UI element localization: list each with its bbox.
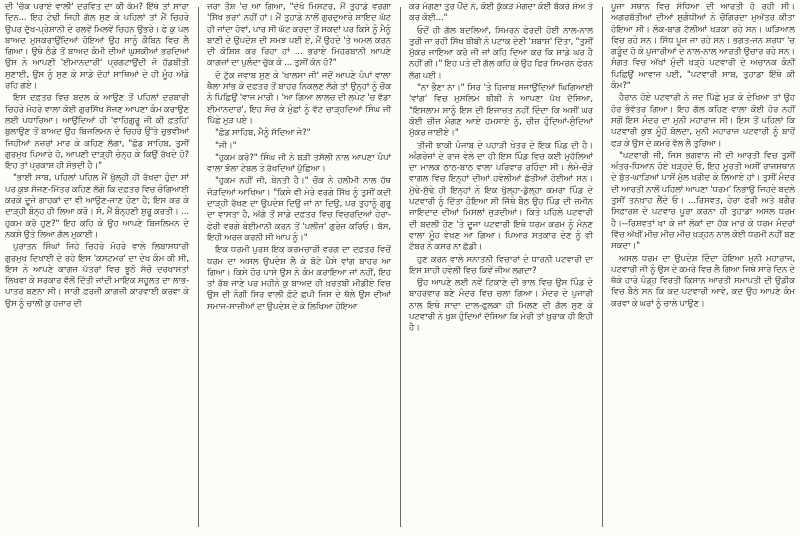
paragraph: ਇਸ ਦਫ਼ਤਰ ਵਿਚ ਬਦਲ ਕੇ ਆਉਣ ਤੋਂ ਪਹਿਲਾਂ ਦਰਬਾਰੀ ਚਿਹਰੇ ਮੋਹਰੇ ਵਾਲਾ ਕੋਈ ਗੁਰਸਿੱਖ ਸੱਜਣ ਆਪਣਾ ਕੰਮ ਕਰਾਉਣ ਲਈ ਪਧਾਰਿਆ। ਆਉਂਦਿਆਂ ਹੀ 'ਵਾਹਿਗੁਰੂ ਜੀ ਕੀ ਫ਼ਤਹਿ' ਬੁਲਾਉਣ ਤੋਂ ਬਾਅਦ ਉਹ ਬਿਜਲਿਮਨ ਦੇ ਚਿਹਰੇ ਉੱਤੇ ਚੁਭਵੀਆਂ ਜਿਹੀਆਂ ਨਜ਼ਰਾਂ ਮਾਰ ਕੇ ਕਹਿਣ ਲੱਗਾ, "ਛੋਡ ਸਾਹਿਬ, ਤੁਸੀਂ ਗੁਰਮੁਖ ਪਿਆਰੇ ਹੋ, ਆਪਣੀ ਦਾੜ੍ਹੀ ਚੇਨ੍ਹ ਕੇ ਕਿਉਂ ਰੱਖਦੇ ਹੋ? ਇਹ ਤਾਂ ਪ੍ਰਕਾਸ਼ ਹੀ ਸੋਭਦੀ ਹੈ।"	[5, 93, 189, 172]
column-divider	[400, 7, 401, 526]
paragraph: ਜ਼ਰਾ ਤੈਸ਼ 'ਚ ਆ ਗਿਆ, "ਦੇਖੋ ਮਿਸਟਰ, ਮੈਂ ਤੁਹਾਡੇ ਵਰਗਾ 'ਸਿੱਖ ਭਰਾ' ਨਹੀਂ ਹਾਂ। ਮੈਂ ਤੁਹਾਡੇ ਨਾਲੋਂ ਗੁਰਦੁਆਰੇ ਸ਼ਾਇਦ ਘੱਟ ਹੀ ਜਾਂਦਾ ਹੋਵਾਂ, ਪਾਰ ਸੀ ਘੱਟ ਕਰਦਾ ਤੋਂ ਸਕਦਾਂ ਪਰ ਕਿਸੇ ਨੂੰ ਮੈਨੂੰ ਬਾਣੀ ਦੇ ਉਪਦੇਸ਼ ਦੀ ਸਮਝ ਪਈ ਏ, ਮੈਂ ਉਹਦੇ 'ਤੇ ਅਮਲ ਕਰਨ ਦੀ ਕੋਸ਼ਿਸ਼ ਕਰ ਰਿਹਾ ਹਾਂ ... ਭਰਾਏ ਮਿਹਰਬਾਨੀ ਆਪਣੇ ਕਾਗਜ਼ਾਂ ਦਾ ਪੁਲੰਦਾ ਚੁੱਕ ਕੇ ... ਤੁਸੀਂ ਕੋਨ ਹੋ?"	[207, 2, 391, 69]
paragraph: ਓਦੋਂ ਹੀ ਗੱਲ ਬਦਲਿਆਂ, ਸਿਮਰਨ ਫੇਰਦੀ ਹੋਈ ਨਾਲ-ਨਾਲ ਤੁਰੀ ਜਾ ਰਹੀ ਸਿੱਖ ਬੀਬੀ ਨੇ ਪਟਾਕ ਦੇਣੀ 'ਸ਼ਬਾਸ਼' ਦਿੱਤਾ, "ਤੁਸੀਂ ਮੁੱਕਰ ਜਾਇਆ ਕਰੋ ਜੀ ਜਾਂ ਕਹਿ ਦਿਆ ਕਰ ਕਿ ਸਾਡੇ ਘਰ ਹੈ ਨਹੀਂ ਗੀ।" ਇਹ ਪਤੇ ਦੀ ਗੱਲ ਕਹਿ ਕੇ ਉਹ ਫਿਰ ਸਿਮਰਨ ਫੇਰਨ ਲੱਗ ਪਈ।	[409, 25, 593, 81]
paragraph: ਇਕ ਧਰਮੀ ਪੁਰਸ਼ ਇਕ ਕਰਮਚਾਰੀ ਵਰਗ ਦਾ ਦਫ਼ਤਰ ਵਿਚੋਂ ਧਰਮ ਦਾ ਅਸਲ ਉਪਦੇਸ਼ ਲੈ ਕੇ ਬੋਟੇ ਪੈਸੇ ਵਾਂਗ ਬਾਹਰ ਆ ਗਿਆ। ਕਿਸੇ ਹੋਰ ਪਾਸੇ ਉਸ ਨੇ ਕੰਮ ਕਰਾਇਆ ਜਾਂ ਨਹੀਂ, ਇਹ ਤਾਂ ਰੱਬ ਜਾਣੇ ਪਰ ਮਹੀਨੇ ਕੁ ਬਾਅਦ ਹੀ ਖ਼ਰਤਬੀ ਮੀਡੀਏ ਵਿਚ ਉਸ ਦੀ ਨੰਗੀ ਸਿਰ ਵਾਲੀ ਫ਼ੋਟੋ ਛਪੀ ਜਿਸ ਦੇ ਥੱਲੇ ਉਸ ਦੀਆਂ ਸਮਾਜ-ਸਾਜ਼ੀਆਂ ਦਾ ਉਪਦੇਸ਼ ਦੇ ਕੇ ਲਿਖਿਆ ਹੋਇਆ	[207, 245, 391, 312]
article-columns	[3, 2, 797, 532]
paragraph: ਉਹ ਆਪਣੇ ਲਈ ਨਵੇਂ ਟਿਕਾਣੇ ਦੀ ਭਾਲ ਵਿਚ ਉਸ ਪਿੰਡ ਦੇ ਬਾਹਰਵਾਰ ਬਣੇ ਮੰਦਰ ਵਿਚ ਚਲਾ ਗਿਆ। ਮੰਦਰ ਦੇ ਪੁਜਾਰੀ ਨਾਲ ਇਥੇ ਸਾਦਾ ਦਾਲ-ਫੁਲਕਾ ਹੀ ਮਿਲਣ ਦੀ ਗੱਲ ਸੁਣ ਕੇ ਪਟਵਾਰੀ ਨੇ ਖੁਸ਼ ਹੁੰਦਿਆਂ ਦੱਸਿਆ ਕਿ ਮੇਰੀ ਤਾਂ ਖ਼ੁਰਾਕ ਹੀ ਇਹੀ ਹੈ।	[409, 278, 593, 334]
paragraph: "ਛੋਡ ਸਾਹਿਬ, ਮੈਨੂੰ ਸੱਦਿਆ ਜੇ?"	[215, 128, 311, 139]
article-column-1	[3, 2, 191, 532]
paragraph: ਕਰ ਮੰਗਣਾ ਤੁਰ ਪੌਂਦੇ ਨੇ, ਕੋਈ ਕੁੱਕੜ ਮੰਗਦਾ ਕੋਈ ਬੱਕਰੇ ਸ਼ੇਅ ਤੇ ਕਰ ਕੋਈ..."	[409, 2, 593, 24]
paragraph: "ਹੁਕਮ ਕਰੋ?" ਸਿੰਘ ਜੀ ਨੇ ਬੜੀ ਤਸੱਲੀ ਨਾਲ ਆਪਣਾ ਪੰਪਾਂ ਵਾਲਾ ਝੋਲਾ ਟੇਬਲ ਤੇ ਰੱਖਦਿਆਂ ਪੁੱਛਿਆ।	[207, 152, 391, 175]
paragraph: ਦੀ 'ਚੱਕ ਪਰਾਏ ਵਾਲੀ' ਦਰਵਿਤ ਦਾ ਕੀ ਕੰਮ? ਇੱਥੇ ਤਾਂ ਸਾਰਾ ਦਿਨ... ਇਹ ਟੇਢੀ ਜਿਹੀ ਗੱਲ ਸੁਣ ਕੇ ਪਹਿਲਾਂ ਤਾਂ ਮੈਂ ਚਿਹਰੇ ਉਪਰ ਦੁੱਖ-ਪ੍ਰੇਸ਼ਾਨੀ ਦੇ ਰਲਵੇਂ ਮਿਲਵੇਂ ਚਿਹਨ ਉਭਰੇ। ਫੇ ਕੁ ਪਲ ਬਾਅਦ ਮੁਸਕਰਾਉਂਦਿਆਂ ਹੋਇਆਂ ਉਹ ਸਾਨੂੰ ਕੈਬਿਨ ਵਿਚ ਲੈ ਗਿਆ। ਉਥੇ ਠੰਡੇ ਤੋਂ ਬਾਅਦ ਕੰਮੀ ਦੀਆਂ ਘੁਸਕੀਆਂ ਭਰਦਿਆਂ ਉਸ ਨੇ ਆਪਣੀ 'ਈਮਾਨਦਾਰੀ' ਪ੍ਰਗਟਾਉਂਦੀ ਜੋ ਹੱਡਬੀਤੀ ਸੁਣਾਈ, ਉਸ ਨੂੰ ਸੁਣ ਕੇ ਸਾਡੇ ਦੋਹਾਂ ਸਾਥਿਆਂ ਦੇ ਹੀ ਮੂੰਹ ਅੱਡੇ ਰਹਿ ਗਏ।	[5, 2, 189, 92]
paragraph: ਪੁਰਾਤਨ ਸਿੰਘਾਂ ਜਿਹੇ ਚਿਹਰੇ ਮੋਹਰੇ ਵਾਲੇ ਲਿਬਾਸਧਾਰੀ ਗੁਰਮੁਖ ਦਿਖਾਈ ਦੇ ਰਹੇ ਇਸ 'ਕਸਟਮਰ' ਦਾ ਦੇਖ ਕੰਮ ਕੀ ਸੀ, ਇਸ ਨੇ ਆਪਣੇ ਕਾਗਜ਼ ਪੱਤਰਾਂ ਵਿਚ ਝੂਠੋ ਸੱਚੋ ਦਰਖਾਸਤਾਂ ਲਿਖਵਾ ਕੇ ਸਰਕਾਰ ਵੱਲੋਂ ਦਿੱਤੀ ਜਾਂਦੀ ਮਾਇਕ ਸਹੂਲਤ ਦਾ ਲਾਭ-ਪਾਤਰ ਬਣਨਾ ਸੀ। ਸਾਰੀ ਫ਼ਰਜ਼ੀ ਕਾਗਜ਼ੀ ਕਾਰਵਾਈ ਕਰਵਾ ਕੇ ਉਸ ਨੂੰ ਚਾਲੀ ਕੁ ਹਜ਼ਾਰ ਦੀ	[5, 242, 189, 309]
column-divider	[602, 7, 603, 526]
paragraph: ਤੀਜੀ ਝਾਕੀ ਪੰਜਾਬ ਦੇ ਪਹਾੜੀ ਖ਼ੇਤਰ ਦੇ ਇਕ ਪਿੰਡ ਦੀ ਹੈ। ਅੰਗਰੇਜ਼ਾਂ ਦੇ ਰਾਜ ਵੇਲੇ ਦਾ ਹੀ ਇਸ ਪਿੰਡ ਵਿਚ ਕਈ ਮੁਹੱਲਿਆਂ ਦਾ ਮਾਲਕ ਠਾਠ-ਬਾਠ ਵਾਲਾ ਪਰਿਵਾਰ ਰਹਿੰਦਾ ਸੀ। ਲੰਮੇ-ਚੌੜੇ ਵਾਗਲ ਵਿਚ ਇਨ੍ਹਾਂ ਦੀਆਂ ਹਵੇਲੀਆਂ ਛੱਤੀਆਂ ਹੋਈਆਂ ਸਨ। ਮੁੱਢੇ-ਸੁੱਢੇ ਹੀ ਇਨ੍ਹਾਂ ਨੇ ਇਕ ਖੁੱਲ੍ਹਾ-ਡੁੱਲ੍ਹਾ ਕਮਰਾ ਪਿੰਡ ਦੇ ਪਟਵਾਰੀ ਨੂੰ ਦਿੱਤਾ ਹੋਇਆ ਸੀ ਜਿੱਥੇ ਬੈਠ ਉਹ ਪਿੰਡ ਦੀ ਜ਼ਮੀਨ ਜਾਇਦਾਦ ਦੀਆਂ ਮਿਸਲਾਂ ਜੁੜਦੀਆਂ। ਕਿਤੇ ਪਹਿਲੇ ਪਟਵਾਰੀ ਦੀ ਬਦਲੀ ਹੋਣ 'ਤੇ ਦੂਜਾ ਪਟਵਾਰੀ ਇਥੇ ਧਰਮ ਕਰਮ ਨੂੰ ਮੰਨਣ ਵਾਲਾ ਮੂੰਹ ਵੇਖਣ ਆ ਗਿਆ। ਪਿਆਰ ਸਤਕਾਰ ਦੇਣ ਨੂੰ ਵੀ ਟੱਬਰ ਨੇ ਕਸਰ ਨਾ ਛੱਡੀ।	[409, 140, 593, 253]
paragraph: "ਭਾਈ ਸਾਬ, ਪਹਿਲਾਂ ਪਹਿਲ ਮੈਂ ਖੁੱਲ੍ਹੀ ਹੀ ਰੱਖਦਾ ਹੁੰਦਾ ਸਾਂ ਪਰ ਕੁਝ ਸੱਜਣ-ਮਿੱਤਰ ਕਹਿਣ ਲੱਗੇ ਕਿ ਦਫ਼ਤਰ ਵਿਚ ਚੰਗਿਆਈ ਕਰਕੇ ਦੂਜੇ ਗਾਹਕਾਂ ਦਾ ਵੀ ਆਉਣ-ਜਾਣ ਹੋਣਾ ਹੈ; ਇਸ ਕਰ ਕੇ ਦਾੜ੍ਹੀ ਬੰਨ੍ਹ ਹੀ ਲਿਆ ਕਰੋ। ਸੋ, ਮੈਂ ਬੰਨ੍ਹਣੀ ਸ਼ੁਰੂ ਕਰਤੀ। ... ਹੁਕਮ ਕਰੋ ਹੁਣ?" ਇਹ ਕਹਿ ਕੇ ਉਹ ਆਪਣੇ ਬਿਜਲਿਮਨ ਦੇ ਨਕਸ਼ੇ ਉਤੇ ਲਿਆ ਗੱਲ ਮੁਕਾਈ।	[5, 173, 189, 240]
paragraph: ਦੋ ਟੁੱਕ ਜਵਾਬ ਸੁਣ ਕੇ 'ਖਾਲਸਾ ਜੀ' ਜਦੋਂ ਆਪਣੇ ਪੰਪਾਂ ਵਾਲਾ ਥੈਲਾ ਸਾਂਭ ਕੇ ਦਫ਼ਤਰ ਤੋਂ ਬਾਹਰ ਨਿਕਲਣ ਲੱਗੇ ਤਾਂ ਉਨ੍ਹਾਂ ਨੂੰ ਚੌਕ ਨੇ ਪਿਛਿਉਂ 'ਵਾਜ ਮਾਰੀ। 'ਆ ਗਿਆ ਲਾਲਚ ਦੀ ਲਪੇਟ 'ਚ ਵੱਡਾ ਈਮਾਨਦਾਰ', ਇਹ ਸੋਚ ਕੇ ਮੁੰਛਾਂ ਨੂੰ ਵੱਟ ਚਾੜ੍ਹਦਿਆਂ ਸਿੰਘ ਜੀ ਪਿੱਛੇ ਮੁੜ ਪਏ।	[207, 70, 391, 126]
column-divider	[198, 7, 199, 526]
article-column-2	[205, 2, 393, 532]
paragraph: "ਨਾ ਭੈਣਾ ਨਾ।" ਸਿਰ 'ਤੇ ਹਿਜਾਬ ਸਜਾਉਂਦਿਆਂ ਘਿਗਿਆਈ 'ਵਾਂਗ' ਵਿਚ ਮੁਸਲਿਮ ਬੀਬੀ ਨੇ ਆਪਣਾ ਪੱਖ ਦੱਸਿਆ, "ਇਸਲਾਮ ਸਾਨੂੰ ਇਸ ਦੀ ਇਜਾਜ਼ਤ ਨਹੀਂ ਦਿੰਦਾ ਕਿ ਅਸੀਂ ਘਰ ਕੋਈ ਚੀਜ਼ ਮੰਗਣ ਆਏ ਹਮਸਾਏ ਨੂੰ, ਚੀਜ਼ ਹੁੰਦਿਆਂ-ਸੁੰਦਿਆਂ ਮੁੱਕਰ ਜਾਈਏ।"	[409, 83, 593, 139]
paragraph: "ਹੁਕਮ ਨਹੀਂ ਜੀ, ਬੇਨਤੀ ਹੈ।" ਚੌਕ ਨੇ ਹਲੀਮੀ ਨਾਲ ਹੱਥ ਜੋੜਦਿਆਂ ਆਖਿਆ। "ਕਿਸੇ ਵੀ ਮੇਰੇ ਵਰਗੇ ਸਿੱਖ ਨੂੰ ਤੁਸੀਂ ਕਦੀ ਦਾੜ੍ਹੀ ਰੱਖਣ ਦਾ ਉਪਦੇਸ਼ ਦਿਉ ਜਾਂ ਨਾ ਦਿਉ, ਪਰ ਤੁਹਾਨੂੰ ਗੁਰੂ ਦਾ ਵਾਸਤਾ ਹੈ, ਅੱਗੇ ਤੋਂ ਸਾਡੇ ਦਫ਼ਤਰ ਵਿਚ ਵਿਚਰਦਿਆਂ ਹੇਰਾ-ਫੇਰੀ ਵਰਗੇ ਬੇਈਮਾਨੀ ਕਰਨ ਤੋਂ 'ਪਲੀਜ਼' ਗੁਰੇਜ਼ ਕਰਿਓ। ਬੱਸ, ਇਹੀ ਅਰਜ਼ ਕਰਨੀ ਸੀ ਆਪ ਨੂੰ।"	[207, 176, 391, 243]
article-column-3	[407, 2, 595, 532]
paragraph: ਹੈਰਾਨ ਹੋਏ ਪਟਵਾਰੀ ਨੇ ਜਦ ਪਿੱਛੇ ਮੁੜ ਕੇ ਦੇਖਿਆ ਤਾਂ ਉਹ ਹੋਰ ਭੰਵੱਤਰ ਗਿਆ। ਇਹ ਗੱਲ ਕਹਿਣ ਵਾਲਾ ਕੋਈ ਹੋਰ ਨਹੀਂ ਸਗੋਂ ਇਸ ਮੰਦਰ ਦਾ ਮੁਨੀ ਮਹਾਰਾਜ ਸੀ। ਇਸ ਤੋਂ ਪਹਿਲਾਂ ਕਿ ਪਟਵਾਰੀ ਕੁਝ ਮੂੰਹੋਂ ਬੋਲਦਾ, ਮੁਨੀ ਮਹਾਰਾਜ ਪਟਵਾਰੀ ਨੂੰ ਬਾਹੋਂ ਫੜ ਕੇ ਉਸ ਦੇ ਕਮਰੇ ਵੱਲ ਲੈ ਤੁਰਿਆ।	[611, 93, 795, 149]
paragraph: "ਜੀ।"	[215, 140, 237, 151]
paragraph: ਅਸਲ ਧਰਮ ਦਾ ਉਪਦੇਸ਼ ਦਿੰਦਾ ਹੋਇਆ ਮੁਨੀ ਮਹਾਰਾਜ, ਪਟਵਾਰੀ ਜੀ ਨੂੰ ਉਸ ਦੇ ਕਮਰੇ ਵਿਚ ਲੈ ਗਿਆ ਜਿਥੇ ਸਾਰੇ ਦਿਨ ਦੇ ਥੱਕੇ ਹਾਰੇ ਪੰਡ੍ਹ ਵਿਰਤੀ ਕਿਸਾਨ ਆਰਤੀ ਸਮਾਪਤੀ ਦੀ ਉਡੀਕ ਵਿਚ ਬੈਠੇ ਸਨ ਕਿ ਕਦ ਪਟਵਾਰੀ ਆਵੇ, ਕਦ ਉਹ ਆਪਣੇ ਕੰਮ ਕਰਵਾ ਕੇ ਘਰਾਂ ਨੂੰ ਚਾਲੇ ਪਾਉਣ।	[611, 253, 795, 309]
paragraph: ਹੁਣ ਕਰਨ ਵਾਲੇ ਸਨਾਤਨੀ ਵਿਚਾਰਾਂ ਦੇ ਧਾਰਨੀ ਪਟਵਾਰੀ ਦਾ ਇਸ ਸ਼ਾਹੀ ਹਵੇਲੀ ਵਿਚ ਕਿਵੇਂ ਜੀਅ ਲਗਦਾ?	[409, 254, 593, 276]
paragraph: ਪੂਜਾ ਸਥਾਨ ਵਿਚ ਸੰਧਿਆ ਦੀ ਆਰਤੀ ਹੋ ਰਹੀ ਸੀ। ਅਗਰਬੱਤੀਆਂ ਦੀਆਂ ਸੁਗੰਧੀਆਂ ਨੇ ਚੌਗਿਰਦਾ ਮੁਅੱਤਰ ਕੀਤਾ ਹੋਇਆ ਸੀ। ਲੋਕ-ਬਾਗ ਟੱਲੀਆਂ ਖੜਕਾ ਰਹੇ ਸਨ। ਘੜਿਆਲ ਵਿਚ ਰਹੇ ਸਨ। ਸਿੱਧ ਪੂਜ ਜਾ ਰਹੇ ਸਨ। ਭਗਤ-ਜਨ ਸ਼ਰਧਾ 'ਚ ਗੜੂੰਦ ਹੋ ਕੇ ਪੁਜਾਰੀਆਂ ਦੇ ਨਾਲ-ਨਾਲ ਆਰਤੀ ਉਚਾਰ ਰਹੇ ਸਨ। ਸੰਗਤ ਵਿਚ ਅੱਖਾਂ ਮੁੰਦੀ ਖੜ੍ਹੇ ਪਟਵਾਰੀ ਦੇ ਅਚਾਨਕ ਕੰਨੀਂ ਪਿਛਿਉਂ ਆਵਾਜ਼ ਪਈ, "ਪਟਵਾਰੀ ਸਾਬ, ਤੁਹਾਡਾ ਇੱਥੇ ਕੀ ਕੰਮ?"	[611, 2, 795, 92]
article-column-4	[609, 2, 797, 532]
paragraph: "ਪਟਵਾਰੀ ਜੀ, ਜਿਸ ਭਗਵਾਨ ਜੀ ਦੀ ਆਰਤੀ ਵਿਚ ਤੁਸੀਂ ਅੰਤਰ-ਧਿਆਨ ਹੋਏ ਖੜ੍ਹਦੇ ਓ, ਇਹ ਮੂਰਤੀ ਅਸੀਂ ਰਾਜਸਥਾਨ ਦੇ ਬੁੱਤ-ਘਾੜਿਆਂ ਪਾਸੋਂ ਮੁੱਲ ਖਰੀਦ ਕੇ ਲਿਆਏ ਹਾਂ। ਤੁਸੀਂ ਮੰਦਰ ਦੀ ਆਰਤੀ ਨਾਲੋਂ ਪਹਿਲਾਂ ਆਪਣਾ 'ਧਰਮ' ਨਿਭਾਉ ਜਿਹਦੇ ਬਦਲੇ ਤੁਸੀਂ ਤਨਖ਼ਾਹ ਲੈਂਦੇ ਓ। ...ਰਿਸਵਤ, ਹੇਰਾ ਫੇਰੀ ਅਤੇ ਬਗੈਰ ਸਿਫ਼ਾਰਸ਼ ਦੇ ਪਟਵਾਰ ਪੂਰਾ ਕਰਨਾ ਹੀ ਤੁਹਾਡਾ ਅਸਲ ਧਰਮ ਹੈ।--ਰਿਸ਼ਵਤਾਂ ਖਾ ਕੇ ਜਾਂ ਲੋਕਾਂ ਦਾ ਹੱਕ ਮਾਰ ਕੇ ਧਰਮ ਮੰਦਰਾਂ ਵਿੱਚ ਅੱਖੀਂ ਮੀਚ ਮੀਚ ਮੀਚ ਖੜ੍ਹਨ ਨਾਲ ਕੋਈ ਧਰਮੀ ਨਹੀਂ ਬਣ ਸਕਦਾ।"	[611, 150, 795, 252]
